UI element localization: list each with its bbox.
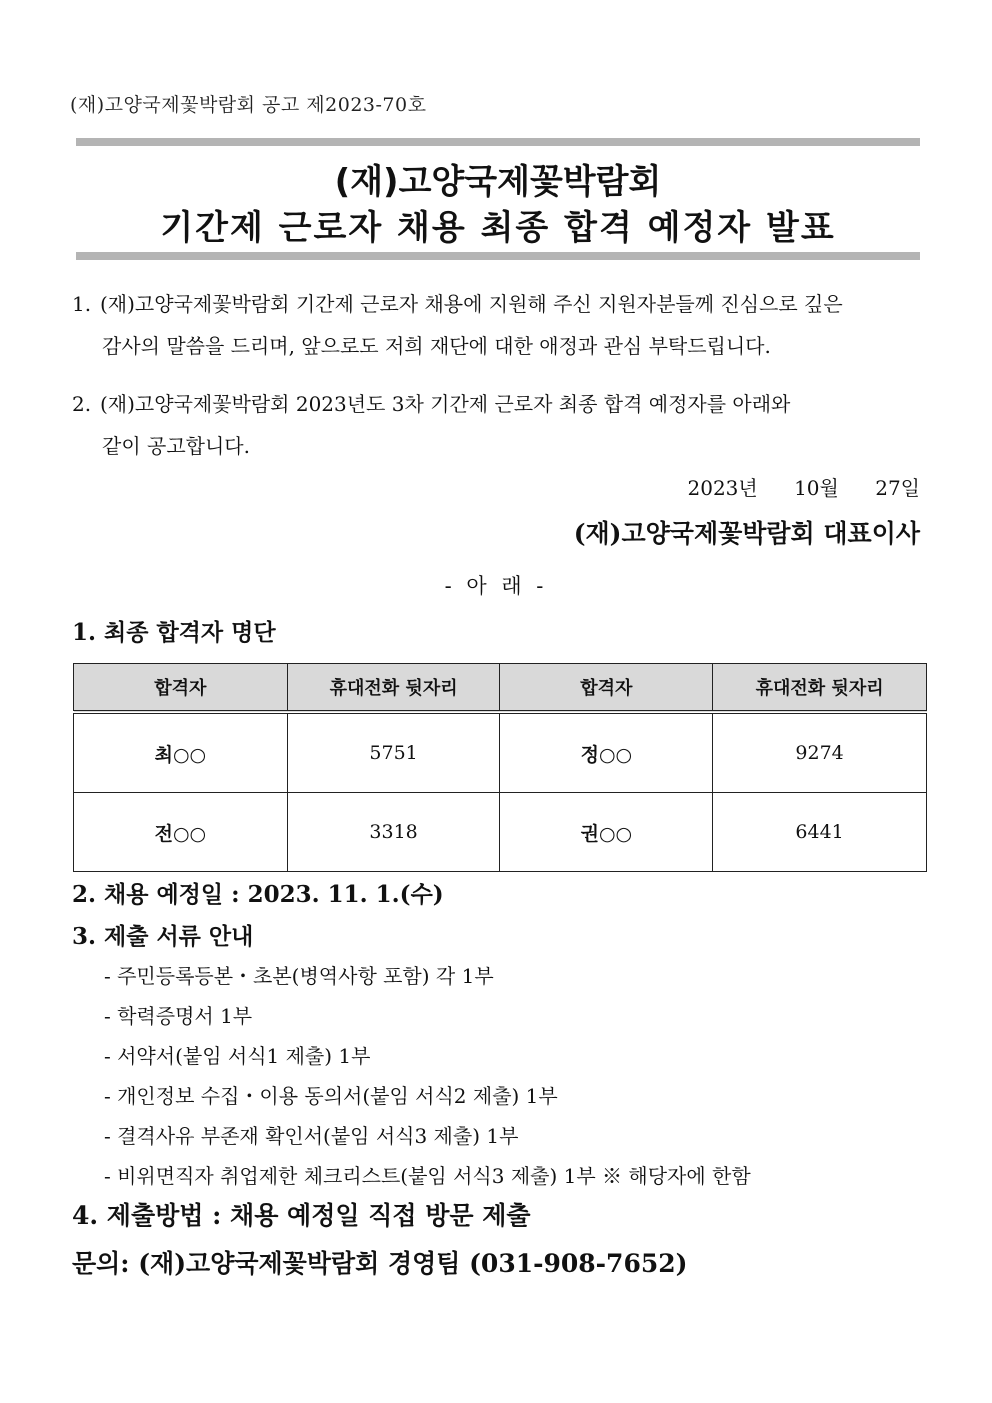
- header-phone-last-digits: 휴대전화 뒷자리: [713, 664, 927, 713]
- date-year: 2023년: [687, 476, 758, 500]
- date-month: 10월: [794, 476, 839, 500]
- title-bottom-rule: [76, 252, 920, 260]
- table-header-row: [74, 664, 927, 713]
- header-applicant: 합격자: [500, 664, 713, 713]
- notice-number: (재)고양국제꽃박람회 공고 제2023-70호: [70, 94, 427, 116]
- applicant-name: 전○○: [74, 793, 288, 872]
- paragraph-2-number: 2.: [72, 392, 92, 416]
- paragraph-1-line-2: 감사의 말씀을 드리며, 앞으로도 저희 재단에 대한 애정과 관심 부탁드립니다.: [102, 334, 771, 358]
- applicant-name: 정○○: [500, 712, 713, 793]
- paragraph-2-line-2: 같이 공고합니다.: [102, 434, 250, 458]
- paragraph-1: [72, 283, 922, 367]
- section-1-heading: 1. 최종 합격자 명단: [72, 619, 276, 646]
- header-phone-last-digits: 휴대전화 뒷자리: [287, 664, 500, 713]
- document-list: [104, 960, 751, 1200]
- section-4-submission-method: 4. 제출방법 : 채용 예정일 직접 방문 제출: [72, 1201, 531, 1230]
- title-organization: (재)고양국제꽃박람회: [334, 162, 662, 202]
- applicant-name: 권○○: [500, 793, 713, 872]
- phone-last-digits: 5751: [287, 712, 500, 793]
- phone-last-digits: 3318: [287, 793, 500, 872]
- title-top-rule: [76, 138, 920, 146]
- section-3-heading: 3. 제출 서류 안내: [72, 923, 254, 950]
- list-item: - 서약서(붙임 서식1 제출) 1부: [104, 1044, 371, 1068]
- list-item: - 개인정보 수집・이용 동의서(붙임 서식2 제출) 1부: [104, 1084, 558, 1108]
- paragraph-2-line-1: (재)고양국제꽃박람회 2023년도 3차 기간제 근로자 최종 합격 예정자를 아래와: [100, 392, 791, 416]
- list-item: - 비위면직자 취업제한 체크리스트(붙임 서식3 제출) 1부 ※ 해당자에 한함: [104, 1164, 751, 1188]
- phone-last-digits: 9274: [713, 712, 927, 793]
- list-item: - 주민등록등본・초본(병역사항 포함) 각 1부: [104, 964, 494, 988]
- below-heading: - 아 래 -: [444, 574, 548, 598]
- signer: (재)고양국제꽃박람회 대표이사: [573, 519, 920, 548]
- paragraph-1-number: 1.: [72, 292, 92, 316]
- title-announcement: 기간제 근로자 채용 최종 합격 예정자 발표: [160, 208, 836, 248]
- paragraph-2: [72, 383, 922, 467]
- table-row: [74, 793, 927, 872]
- notice-date: [660, 472, 921, 501]
- paragraph-1-line-1: (재)고양국제꽃박람회 기간제 근로자 채용에 지원해 주신 지원자분들께 진심으로 깊은: [100, 292, 843, 316]
- header-applicant: 합격자: [74, 664, 288, 713]
- section-2-start-date: 2. 채용 예정일 : 2023. 11. 1.(수): [72, 881, 444, 908]
- applicant-name: 최○○: [74, 712, 288, 793]
- list-item: - 학력증명서 1부: [104, 1004, 253, 1028]
- table-row: [74, 712, 927, 793]
- list-item: - 결격사유 부존재 확인서(붙임 서식3 제출) 1부: [104, 1124, 519, 1148]
- result-table: [73, 663, 927, 872]
- phone-last-digits: 6441: [713, 793, 927, 872]
- contact-info: 문의: (재)고양국제꽃박람회 경영팀 (031-908-7652): [72, 1249, 688, 1278]
- date-day: 27일: [875, 476, 920, 500]
